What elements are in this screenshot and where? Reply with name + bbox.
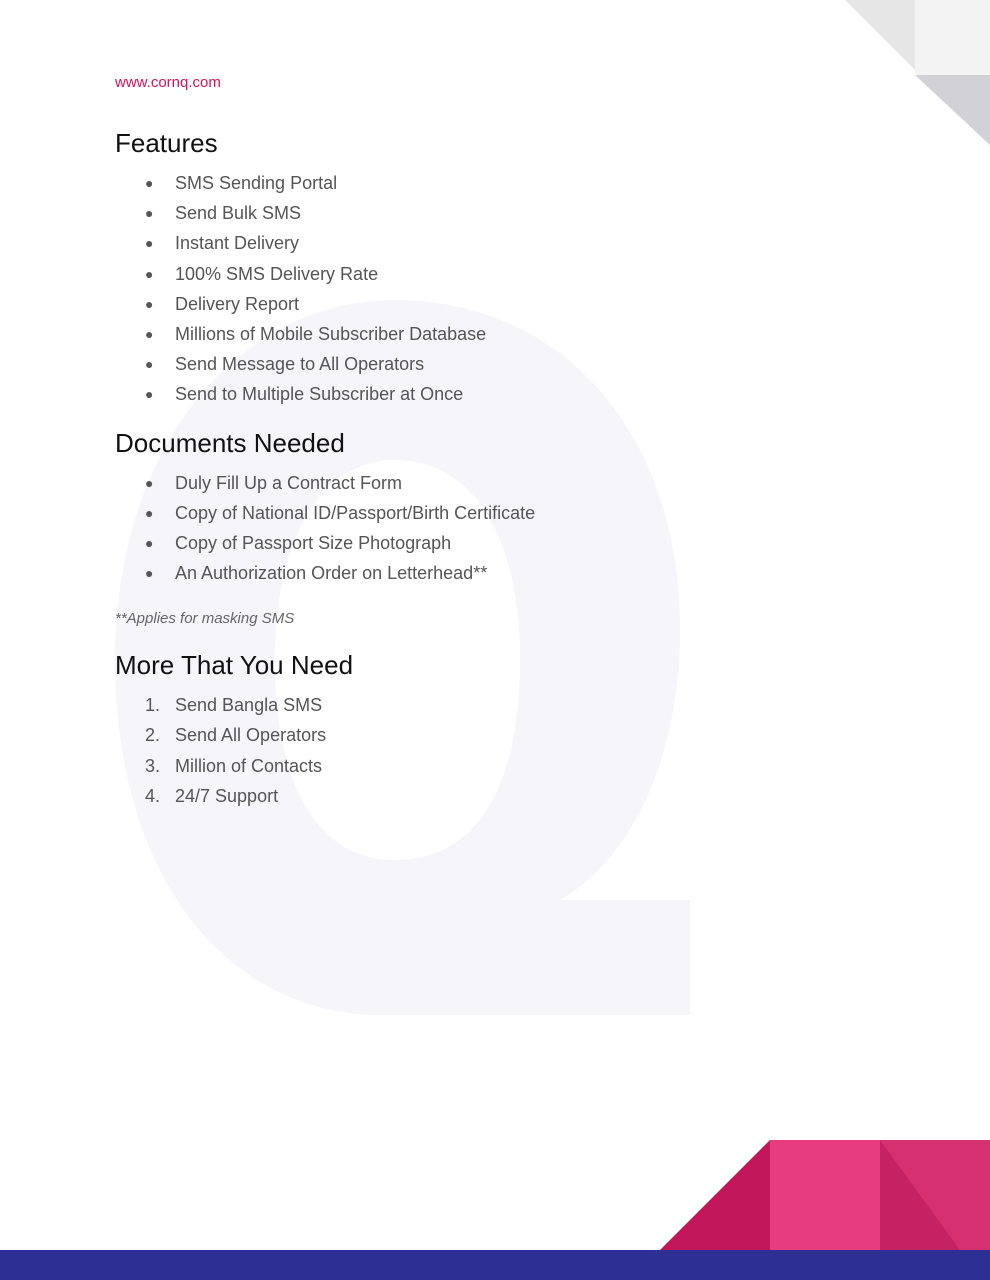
- list-item: ● Send Message to All Operators: [115, 349, 815, 379]
- bullet-icon: ●: [145, 356, 154, 373]
- bullet-icon: ●: [145, 265, 154, 282]
- list-item: 3. Million of Contacts: [115, 751, 815, 781]
- features-list: [115, 168, 815, 410]
- bullet-icon: ●: [145, 474, 154, 491]
- list-item: 2. Send All Operators: [115, 720, 815, 750]
- masking-note: **Applies for masking SMS: [115, 610, 295, 628]
- bullet-icon: ●: [145, 504, 154, 521]
- list-number: 1.: [145, 695, 161, 716]
- list-item: ● Millions of Mobile Subscriber Database: [115, 319, 815, 349]
- list-item: 4. 24/7 Support: [115, 781, 815, 811]
- bullet-icon: ●: [145, 565, 154, 582]
- documents-list: [115, 468, 815, 589]
- features-heading: Features: [115, 128, 218, 158]
- document-content: [115, 70, 815, 811]
- list-number: 2.: [145, 725, 161, 746]
- list-item: ● An Authorization Order on Letterhead**: [115, 558, 815, 588]
- website-link[interactable]: www.cornq.com: [115, 74, 221, 91]
- bullet-icon: ●: [145, 325, 154, 342]
- list-item: ● SMS Sending Portal: [115, 168, 815, 198]
- list-item: ● Copy of National ID/Passport/Birth Certificate: [115, 498, 815, 528]
- bullet-icon: ●: [145, 295, 154, 312]
- bullet-icon: ●: [145, 235, 154, 252]
- list-item: ● Duly Fill Up a Contract Form: [115, 468, 815, 498]
- list-item: ● Send to Multiple Subscriber at Once: [115, 379, 815, 409]
- list-item: ● Delivery Report: [115, 289, 815, 319]
- list-item: ● Send Bulk SMS: [115, 198, 815, 228]
- bullet-icon: ●: [145, 205, 154, 222]
- documents-heading: Documents Needed: [115, 427, 345, 458]
- more-heading: More That You Need: [115, 650, 354, 681]
- list-item: 1. Send Bangla SMS: [115, 690, 815, 720]
- corner-decoration-top: [840, 0, 990, 150]
- more-list: [115, 690, 815, 811]
- list-item: ● Copy of Passport Size Photograph: [115, 528, 815, 558]
- list-number: 3.: [145, 755, 161, 776]
- bullet-icon: ●: [145, 175, 154, 191]
- list-item: ● Instant Delivery: [115, 228, 815, 258]
- footer-bar: [0, 1250, 990, 1280]
- list-number: 4.: [145, 785, 161, 806]
- bullet-icon: ●: [145, 534, 154, 551]
- bullet-icon: ●: [145, 386, 154, 403]
- list-item: ● 100% SMS Delivery Rate: [115, 259, 815, 289]
